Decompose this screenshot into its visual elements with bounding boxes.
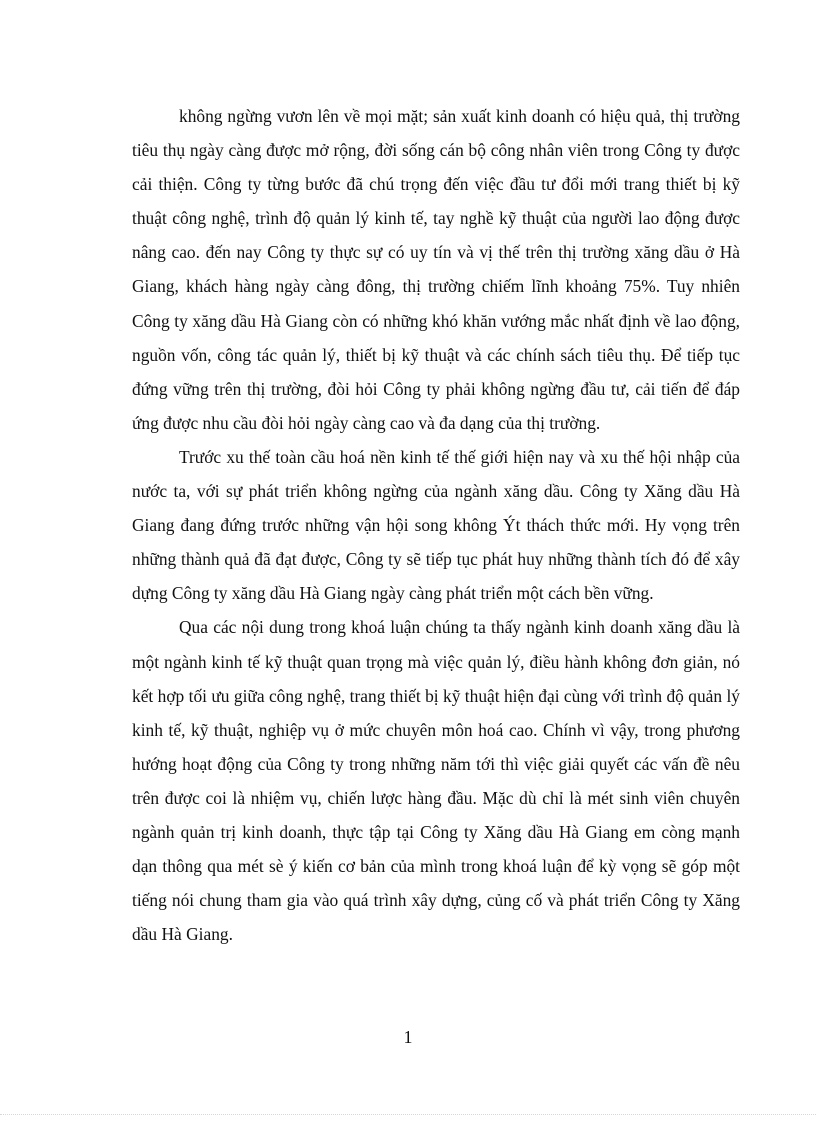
page-bottom-divider — [0, 1114, 816, 1115]
body-text — [132, 99, 740, 951]
paragraph-continued: không ngừng vươn lên về mọi mặt; sản xuất kinh doanh có hiệu quả, thị trường tiêu thụ ngày càng được mở rộng, đời sống cán bộ công nhân viên trong Công ty được cải thiện. Công ty từng bước đã chú trọng đến việc đầu tư đổi mới trang thiết bị kỹ thuật công nghệ, trình độ quản lý kinh tế, tay nghề kỹ thuật của người lao động được nâng cao. đến nay Công ty thực sự có uy tín và vị thế trên thị trường xăng dầu ở Hà Giang, khách hàng ngày càng đông, thị trường chiếm lĩnh khoảng 75%. Tuy nhiên Công ty xăng dầu Hà Giang còn có những khó khăn vướng mắc nhất định về lao động, nguồn vốn, công tác quản lý, thiết bị kỹ thuật và các chính sách tiêu thụ. Để tiếp tục đứng vững trên thị trường, đòi hỏi Công ty phải không ngừng đầu tư, cải tiến để đáp ứng được nhu cầu đòi hỏi ngày càng cao và đa dạng của thị trường. — [132, 106, 740, 433]
paragraph-conclusion: Qua các nội dung trong khoá luận chúng ta thấy ngành kinh doanh xăng dầu là một ngành kinh tế kỹ thuật quan trọng mà việc quản lý, điều hành không đơn giản, nó kết hợp tối ưu giữa công nghệ, trang thiết bị kỹ thuật hiện đại cùng với trình độ quản lý kinh tế, kỹ thuật, nghiệp vụ ở mức chuyên môn hoá cao. Chính vì vậy, trong phương hướng hoạt động của Công ty trong những năm tới thì việc giải quyết các vấn đề nêu trên được coi là nhiệm vụ, chiến lược hàng đầu. Mặc dù chỉ là mét sinh viên chuyên ngành quản trị kinh doanh, thực tập tại Công ty Xăng dầu Hà Giang em còng mạnh dạn thông qua mét sè ý kiến cơ bản của mình trong khoá luận để kỳ vọng sẽ góp một tiếng nói chung tham gia vào quá trình xây dựng, củng cố và phát triển Công ty Xăng dầu Hà Giang. — [132, 617, 740, 945]
paragraph-globalization: Trước xu thế toàn cầu hoá nền kinh tế thế giới hiện nay và xu thế hội nhập của nước ta, với sự phát triển không ngừng của ngành xăng dầu. Công ty Xăng dầu Hà Giang đang đứng trước những vận hội song không Ýt thách thức mới. Hy vọng trên những thành quả đã đạt được, Công ty sẽ tiếp tục phát huy những thành tích đó để xây dựng Công ty xăng dầu Hà Giang ngày càng phát triển một cách bền vững. — [132, 446, 740, 604]
page-number: 1 — [403, 1027, 413, 1047]
